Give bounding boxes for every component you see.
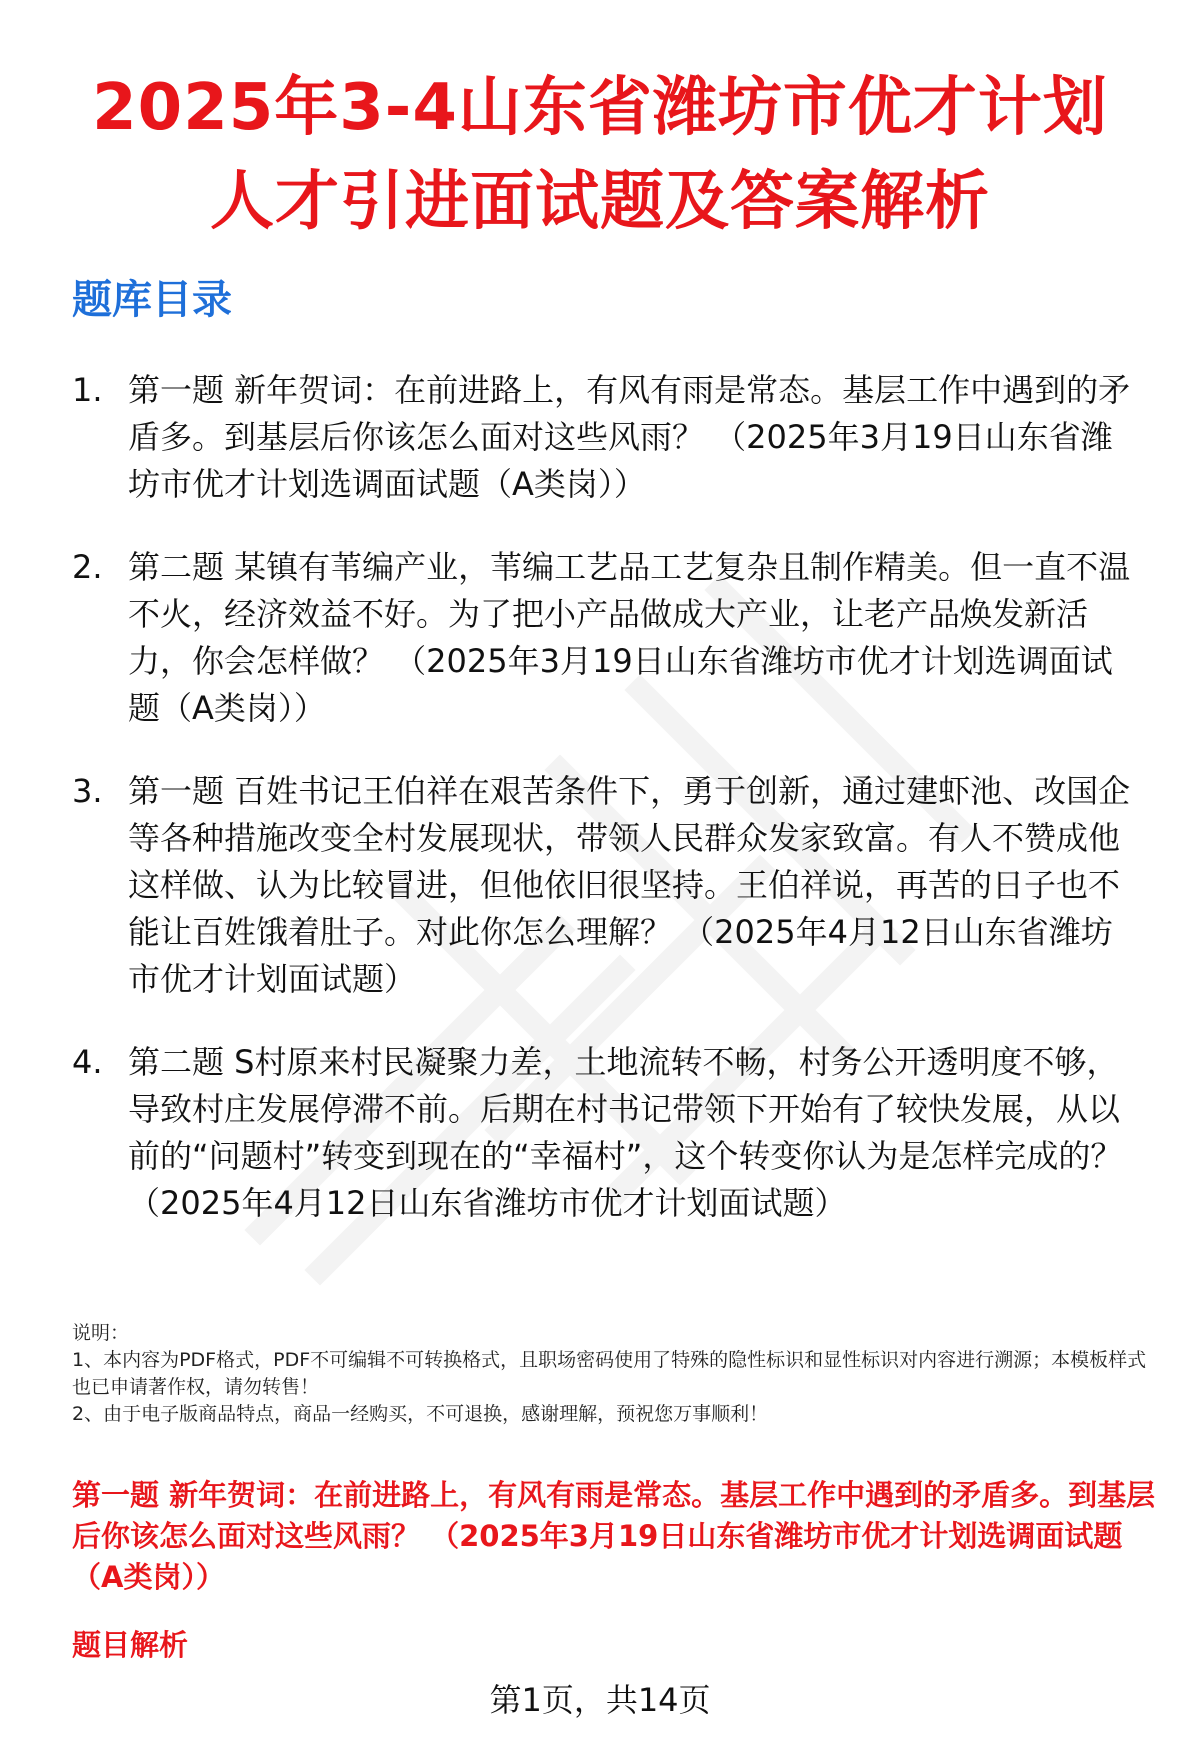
notes-section bbox=[72, 1320, 1162, 1428]
toc-item-number: 3. bbox=[72, 772, 103, 810]
toc-item[interactable] bbox=[0, 367, 1200, 508]
question-heading: 第一题 新年贺词：在前进路上，有风有雨是常态。基层工作中遇到的矛盾多。到基层后你该怎么面对这些风雨？ （2025年3月19日山东省潍坊市优才计划选调面试题（A类岗）） bbox=[72, 1478, 1156, 1594]
document-title-line-1: 2025年3-4山东省潍坊市优才计划 bbox=[92, 71, 1108, 145]
toc-item[interactable] bbox=[0, 544, 1200, 732]
toc-item-number: 1. bbox=[72, 371, 103, 409]
toc-item-text: 第二题 某镇有苇编产业，苇编工艺品工艺复杂且制作精美。但一直不温不火，经济效益不好。为了把小产品做成大产业，让老产品焕发新活力，你会怎样做？ （2025年3月19日山东省潍坊市优才计划选调面试题（A类岗）） bbox=[128, 548, 1131, 727]
document-title-line-2: 人才引进面试题及答案解析 bbox=[210, 165, 990, 239]
notes-line-1: 1、本内容为PDF格式，PDF不可编辑不可转换格式，且职场密码使用了特殊的隐性标识和显性标识对内容进行溯源；本模板样式也已申请著作权，请勿转售！ bbox=[72, 1349, 1147, 1398]
toc-item-number: 4. bbox=[72, 1043, 103, 1081]
toc-item[interactable] bbox=[0, 1039, 1200, 1227]
toc-item-text: 第一题 百姓书记王伯祥在艰苦条件下，勇于创新，通过建虾池、改国企等各种措施改变全村发展现状，带领人民群众发家致富。有人不赞成他这样做、认为比较冒进，但他依旧很坚持。王伯祥说，再苦的日子也不能让百姓饿着肚子。对此你怎么理解？ （2025年4月12日山东省潍坊市优才计划面试题） bbox=[128, 772, 1131, 998]
toc-item-text: 第二题 S村原来村民凝聚力差，土地流转不畅，村务公开透明度不够，导致村庄发展停滞不前。后期在村书记带领下开始有了较快发展，从以前的“问题村”转变到现在的“幸福村”，这个转变你认为是怎样完成的？ （2025年4月12日山东省潍坊市优才计划面试题） bbox=[128, 1043, 1123, 1222]
toc-item-text: 第一题 新年贺词：在前进路上，有风有雨是常态。基层工作中遇到的矛盾多。到基层后你该怎么面对这些风雨？ （2025年3月19日山东省潍坊市优才计划选调面试题（A类岗）） bbox=[128, 371, 1131, 503]
notes-label: 说明： bbox=[72, 1322, 130, 1344]
toc-item[interactable] bbox=[0, 768, 1200, 1003]
analysis-heading: 题目解析 bbox=[72, 1628, 189, 1662]
notes-line-2: 2、由于电子版商品特点，商品一经购买，不可退换，感谢理解，预祝您万事顺利！ bbox=[72, 1403, 769, 1425]
toc-heading: 题库目录 bbox=[72, 277, 232, 323]
toc-item-number: 2. bbox=[72, 548, 103, 586]
toc-list bbox=[0, 367, 1200, 1263]
page-number: 第1页，共14页 bbox=[489, 1681, 711, 1719]
